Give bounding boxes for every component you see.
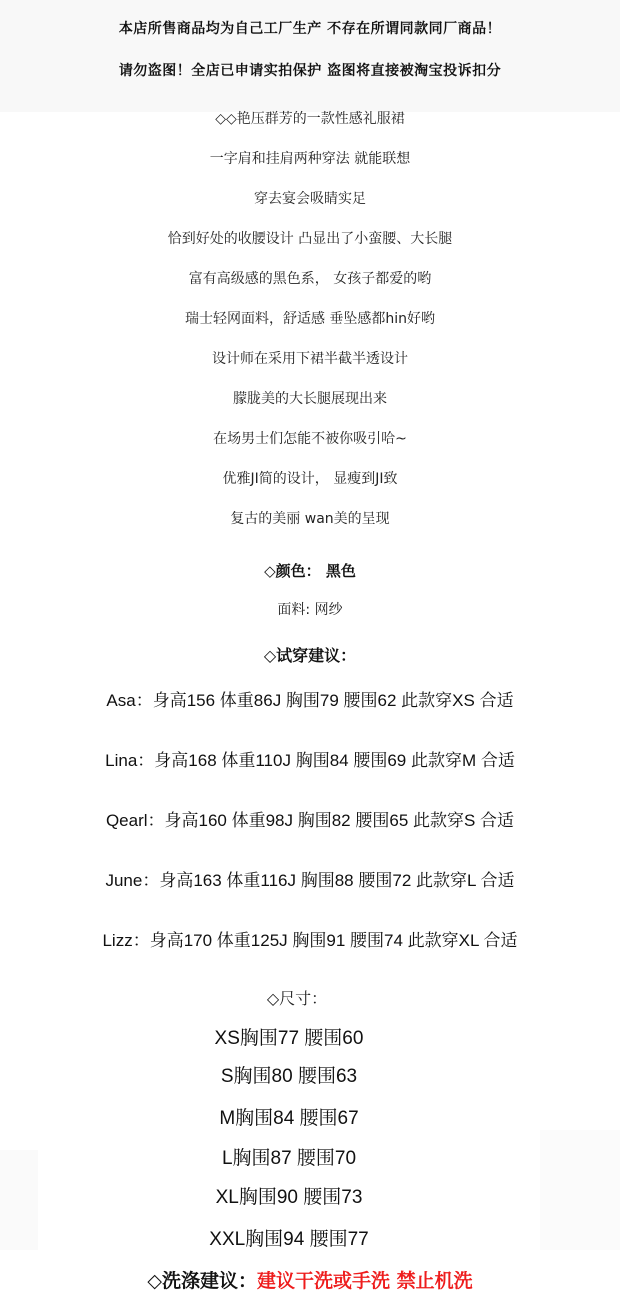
try-on-model-row: Lizz：身高170 体重125J 胸围91 腰围74 此款穿XL 合适 bbox=[102, 931, 518, 950]
description-line: 优雅JI简的设计， 显瘦到JI致 bbox=[222, 471, 398, 487]
try-on-model-row: Qearl：身高160 体重98J 胸围82 腰围65 此款穿S 合适 bbox=[105, 811, 515, 830]
fabric-spec: 面料: 网纱 bbox=[277, 602, 343, 618]
description-line: 一字肩和挂肩两种穿法 就能联想 bbox=[209, 151, 411, 167]
description-line: 复古的美丽 wan美的呈现 bbox=[230, 511, 390, 527]
try-on-model-row: Asa：身高156 体重86J 胸围79 腰围62 此款穿XS 合适 bbox=[106, 691, 514, 710]
store-notice bbox=[0, 0, 620, 112]
description-line: 设计师在采用下裙半截半透设计 bbox=[212, 351, 408, 367]
color-spec: ◇颜色： 黑色 bbox=[264, 562, 356, 580]
notice-line-1: 本店所售商品均为自己工厂生产 不存在所谓同款同厂商品！ bbox=[118, 21, 502, 37]
size-row: XS胸围77 腰围60 bbox=[214, 1028, 364, 1049]
size-row: XL胸围90 腰围73 bbox=[215, 1187, 363, 1208]
notice-line-2: 请勿盗图！全店已申请实拍保护 盗图将直接被淘宝投诉扣分 bbox=[118, 63, 502, 79]
description-line: 富有高级感的黑色系， 女孩子都爱的哟 bbox=[188, 271, 432, 287]
try-on-model-row: June：身高163 体重116J 胸围88 腰围72 此款穿L 合适 bbox=[105, 871, 515, 890]
try-on-title: ◇试穿建议： bbox=[263, 646, 357, 665]
size-row: S胸围80 腰围63 bbox=[220, 1066, 358, 1087]
description-line: 穿去宴会吸睛实足 bbox=[254, 191, 366, 207]
size-row: L胸围87 腰围70 bbox=[221, 1148, 357, 1169]
size-row: XXL胸围94 腰围77 bbox=[209, 1229, 369, 1250]
washing-advice bbox=[0, 1266, 620, 1293]
description-line: 朦胧美的大长腿展现出来 bbox=[233, 391, 387, 407]
description-line: ◇◇艳压群芳的一款性感礼服裙 bbox=[215, 111, 405, 127]
size-title: ◇尺寸： bbox=[266, 989, 328, 1008]
description-line: 恰到好处的收腰设计 凸显出了小蛮腰、大长腿 bbox=[167, 231, 453, 247]
try-on-model-row: Lina：身高168 体重110J 胸围84 腰围69 此款穿M 合适 bbox=[105, 751, 515, 770]
description-line: 在场男士们怎能不被你吸引哈~ bbox=[213, 431, 407, 447]
washing-value: 建议干洗或手洗 禁止机洗 bbox=[257, 1270, 473, 1292]
washing-label: ◇洗涤建议： bbox=[147, 1270, 257, 1292]
description-line: 瑞士轻网面料，舒适感 垂坠感都hin好哟 bbox=[184, 311, 436, 327]
size-row: M胸围84 腰围67 bbox=[219, 1108, 359, 1129]
